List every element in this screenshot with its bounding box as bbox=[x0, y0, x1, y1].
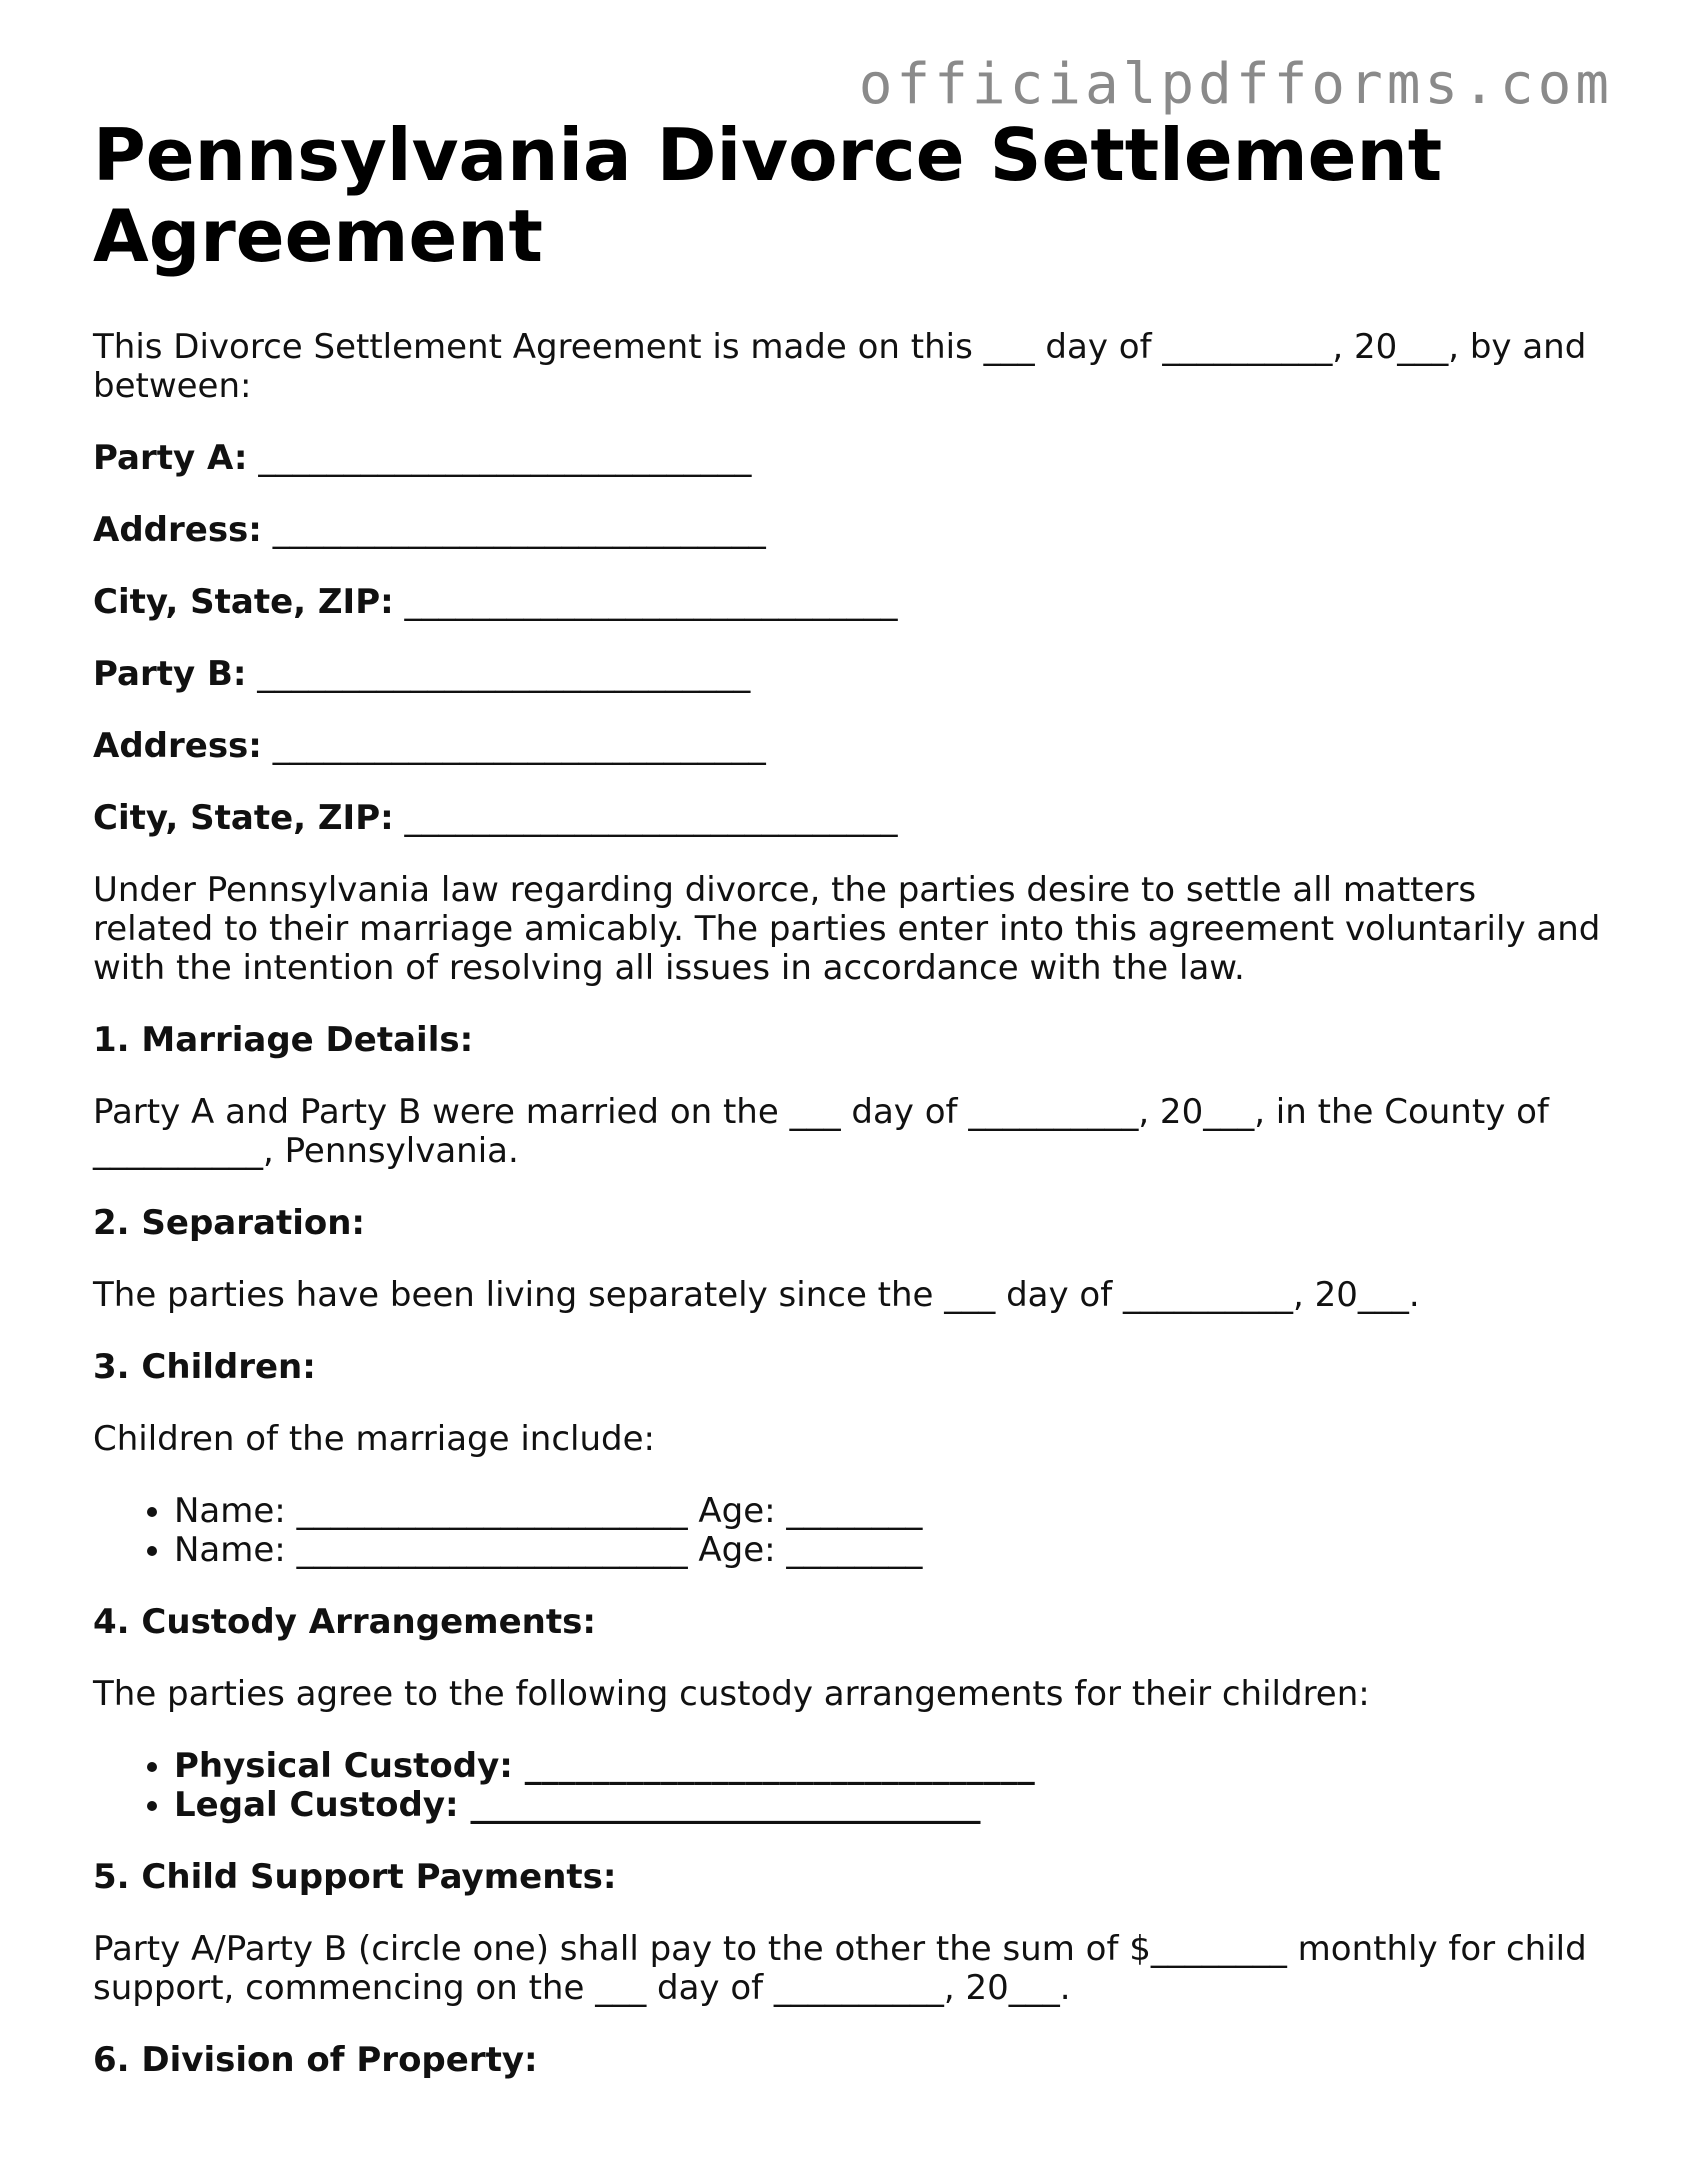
section-custody-heading: 4. Custody Arrangements: bbox=[93, 1602, 596, 1642]
physical-custody-field[interactable]: ______________________________ bbox=[524, 1746, 1035, 1786]
document-page bbox=[93, 115, 1603, 2080]
section-property-heading: 6. Division of Property: bbox=[93, 2040, 538, 2080]
section-children-heading: 3. Children: bbox=[93, 1347, 316, 1387]
party-b-city-label: City, State, ZIP: bbox=[93, 798, 394, 838]
children-list bbox=[93, 1492, 1603, 1570]
party-b-city-field[interactable]: _____________________________ bbox=[404, 798, 898, 838]
section-marriage-text: Party A and Party B were married on the ___ day of __________, 20___, in the County of __________, Pennsylvania. bbox=[93, 1092, 1549, 1171]
document-title: Pennsylvania Divorce Settlement Agreement bbox=[93, 113, 1443, 278]
party-a-city-label: City, State, ZIP: bbox=[93, 582, 394, 622]
child-entry[interactable]: • Name: _______________________ Age: ________ bbox=[174, 1492, 1603, 1531]
party-a-address-line bbox=[93, 511, 1603, 550]
party-a-city-field[interactable]: _____________________________ bbox=[404, 582, 898, 622]
party-a-city-line bbox=[93, 583, 1603, 622]
physical-custody-label: Physical Custody: bbox=[174, 1746, 513, 1786]
preamble-paragraph: Under Pennsylvania law regarding divorce, the parties desire to settle all matters related to their marriage amicably. The parties enter into this agreement voluntarily and with the intention of resolving all issues in accordance with the law. bbox=[93, 870, 1601, 988]
legal-custody-item bbox=[174, 1786, 1603, 1825]
section-children-text: Children of the marriage include: bbox=[93, 1419, 655, 1459]
section-separation-heading: 2. Separation: bbox=[93, 1203, 366, 1243]
physical-custody-item bbox=[174, 1747, 1603, 1786]
party-a-label: Party A: bbox=[93, 438, 248, 478]
intro-paragraph: This Divorce Settlement Agreement is made on this ___ day of __________, 20___, by and between: bbox=[93, 327, 1587, 406]
party-b-field[interactable]: _____________________________ bbox=[257, 654, 751, 694]
child-entry[interactable]: • Name: _______________________ Age: ________ bbox=[174, 1531, 1603, 1570]
legal-custody-label: Legal Custody: bbox=[174, 1785, 459, 1825]
party-a-address-label: Address: bbox=[93, 510, 262, 550]
party-b-city-line bbox=[93, 799, 1603, 838]
section-support-heading: 5. Child Support Payments: bbox=[93, 1857, 617, 1897]
party-b-address-field[interactable]: _____________________________ bbox=[272, 726, 766, 766]
legal-custody-field[interactable]: ______________________________ bbox=[470, 1785, 981, 1825]
custody-list bbox=[93, 1747, 1603, 1825]
party-b-label: Party B: bbox=[93, 654, 247, 694]
watermark: officialpdfforms.com bbox=[858, 52, 1613, 117]
section-support-text: Party A/Party B (circle one) shall pay to the other the sum of $________ monthly for child support, commencing on the ___ day of __________, 20___. bbox=[93, 1929, 1587, 2008]
party-a-address-field[interactable]: _____________________________ bbox=[272, 510, 766, 550]
party-a-name-line bbox=[93, 439, 1603, 478]
section-custody-text: The parties agree to the following custody arrangements for their children: bbox=[93, 1674, 1370, 1714]
party-b-address-label: Address: bbox=[93, 726, 262, 766]
party-b-name-line bbox=[93, 655, 1603, 694]
party-a-field[interactable]: _____________________________ bbox=[258, 438, 752, 478]
party-b-address-line bbox=[93, 727, 1603, 766]
section-marriage-heading: 1. Marriage Details: bbox=[93, 1020, 474, 1060]
section-separation-text: The parties have been living separately since the ___ day of __________, 20___. bbox=[93, 1275, 1420, 1315]
